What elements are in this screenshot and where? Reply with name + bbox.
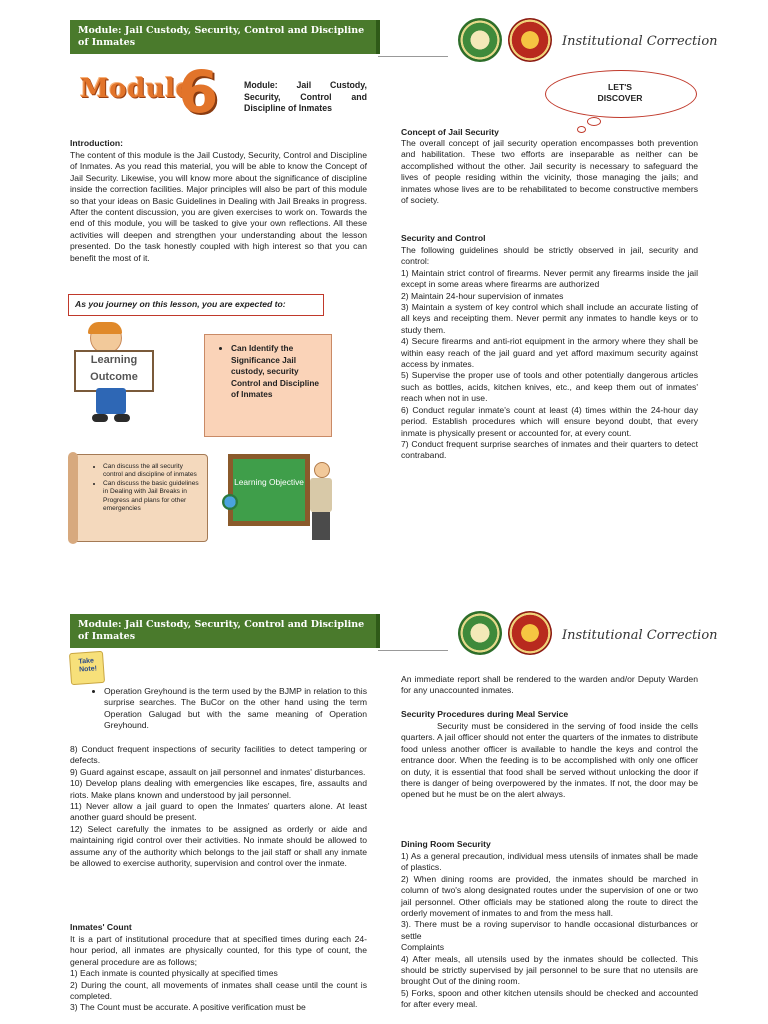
bubble-tail-large xyxy=(587,117,601,126)
teacher-legs-illustration xyxy=(312,512,330,540)
bubble-tail-small xyxy=(577,126,586,133)
page1-red-seal-logo xyxy=(508,18,552,62)
note-bullet: • Operation Greyhound is the term used by the BJMP in relation to this surprise searches. The BuCor on the other hand using the term Operation Galugad but with the same meaning of Operation Greyhound. xyxy=(104,686,367,732)
boy-hair-illustration xyxy=(88,322,122,334)
count-block xyxy=(70,934,367,1014)
outcome-item: • Can Identify the Significance Jail custody, security Control and Discipline of Inmates xyxy=(231,343,323,401)
page2-institution-name: Institutional Correction xyxy=(562,628,718,643)
security-item-4: 4) Secure firearms and anti-riot equipment in the armory where they shall be within easy reach of the jail guard and yet afford maximum security against access by inmates. xyxy=(401,336,698,370)
page1-institution-name: Institutional Correction xyxy=(562,34,718,49)
dining-heading: Dining Room Security xyxy=(401,839,491,849)
page2-green-seal-logo xyxy=(458,611,502,655)
teacher-body-illustration xyxy=(310,478,332,512)
count-text: It is a part of institutional procedure that at specified times during each 24-hour period, all inmates are physically counted, for this type of count, the general procedure are as follows; xyxy=(70,934,367,967)
learning-outcome-sign xyxy=(74,350,154,392)
objective-item-1: • Can discuss the all security control and discipline of inmates xyxy=(103,463,199,480)
security-item-5: 5) Supervise the proper use of tools and other potentially dangerous articles such as bottles, acids, kitchen knives, etc., and keep them out of inmates' reach when not in use. xyxy=(401,370,698,404)
report-text: An immediate report shall be rendered to the warden and/or Deputy Warden for any unaccounted inmates. xyxy=(401,674,698,696)
security-item-11: 11) Never allow a jail guard to open the Inmates' quarters alone. At least another guard should be present. xyxy=(70,801,367,823)
note-bullet-block xyxy=(88,686,367,732)
security-intro: The following guidelines should be strictly observed in jail, security and control: xyxy=(401,245,698,267)
count-heading: Inmates' Count xyxy=(70,922,132,932)
expected-text: As you journey on this lesson, you are expected to: xyxy=(75,299,286,309)
learning-objective-scroll xyxy=(72,454,208,542)
objective-item-2: • Can discuss the basic guidelines in Dealing with Jail Breaks in Progress and plans for other emergencies xyxy=(103,480,199,514)
chalkboard-illustration xyxy=(228,454,310,526)
security-item-9: 9) Guard against escape, assault on jail personnel and inmates' disturbances. xyxy=(70,766,366,777)
security-item-7: 7) Conduct frequent surprise searches of inmates and their quarters to detect contraband. xyxy=(401,438,698,461)
count-item-3: 3) The Count must be accurate. A positive verification must be xyxy=(70,1002,306,1013)
teacher-head-illustration xyxy=(314,462,330,478)
page1-header-title: Module: Jail Custody, Security, Control and Discipline of Inmates xyxy=(78,25,365,48)
meal-text: Security must be considered in the serving of food inside the cells quarters. A jail officer should not enter the quarters of the inmates to distribute food unless another officer is available to handle the keys and control the entrance door. When the feeding is to be accomplished with only one officer on duty, it is essential that food shall be served without unlocking the door if there is danger of being overpowered by the inmates. If not, the door may be opened but he must be on the alert always. xyxy=(401,721,698,800)
security-item-2: 2) Maintain 24-hour supervision of inmates xyxy=(401,290,564,301)
security-item-6: 6) Conduct regular inmate's count at least (4) times within the 24-hour day period. Establish procedures which will ensure beyond doubt, that every inmate is physically present or accounted for, at every count. xyxy=(401,404,698,438)
security-item-8: 8) Conduct frequent inspections of security facilities to detect tampering or defects. xyxy=(70,744,367,766)
concept-text: The overall concept of jail security operation encompasses both prevention and habilitation. These two efforts are inseparable as neither can be accomplished without the other. Jail security is necessary to safeguard the lives of people residing within the vicinity, those managing the jails; and inmates whose lives are to be rehabilitated to become constructive members of society. xyxy=(401,138,698,206)
module-number: 6 xyxy=(178,58,219,126)
security-item-3: 3) Maintain a system of key control which shall include an accurate listing of all keys and receipting them. Never permit any inmates to handle keys or to study them. xyxy=(401,302,698,335)
meal-heading: Security Procedures during Meal Service xyxy=(401,709,569,719)
page2-header-band xyxy=(70,614,376,648)
security-heading: Security and Control xyxy=(401,233,486,243)
security-item-10: 10) Develop plans dealing with emergencies like escapes, fire, assaults and riots. Make plans known and understood by jail personnel. xyxy=(70,778,367,800)
scroll-roll-left xyxy=(68,452,78,544)
page1-green-seal-logo xyxy=(458,18,502,62)
page1-header-band xyxy=(70,20,376,54)
dining-item-5: 5) Forks, spoon and other kitchen utensils should be checked and accounted for after every meal. xyxy=(401,987,698,1010)
globe-icon xyxy=(222,494,238,510)
dining-item-2: 2) When dining rooms are provided, the inmates should be marched in column of two's along designated routes under the supervision of one or two jail personnel. Other officials may be stationed along the route to direct the orderly movement of inmates to and from the mess hall. xyxy=(401,873,698,919)
dining-item-3: 3). There must be a roving supervisor to handle occasional disturbances or settle xyxy=(401,919,698,941)
intro-text: The content of this module is the Jail Custody, Security, Control and Discipline of Inmates. As you read this material, you will be able to know the Concept of Jail Security. Likewise, you will know more about the significance of discipline inside the correction facilities. Major principles will also be part of this module so that your ideas on Basic Guidelines in Dealing with Jail Breaks in progress. After the content discussion, you are given exercises to work on. Towards the end of this module, you will be tasked to give your own reflections. All these activities will deepen and strengthen your understanding about the lesson presented. Do the task honestly coupled with high interest so that you can benefit the most of it. xyxy=(70,150,367,263)
page2-header-rule xyxy=(378,650,448,651)
lets-discover-text: LET'S DISCOVER xyxy=(597,82,643,103)
dining-item-1: 1) As a general precaution, individual mess utensils of inmates shall be made of plastics. xyxy=(401,851,698,873)
dining-list xyxy=(401,851,698,1011)
security-item-1: 1) Maintain strict control of firearms. Never permit any firearms inside the jail except in some areas where firearms are authorized xyxy=(401,267,698,290)
boy-right-shoe xyxy=(114,414,130,422)
learning-outcome-box xyxy=(204,334,332,437)
dining-item-4: 4) After meals, all utensils used by the inmates should be collected. This should be strictly supervised by jail personnel to be sure that no utensils are brought Out of the dining room. xyxy=(401,953,698,987)
page1-header-rule xyxy=(378,56,448,57)
security-item-12: 12) Select carefully the inmates to be assigned as orderly or aide and maintaining rigid control over their activities. No inmate should be allowed to assume any of the authority which belongs to the jail staff or shall any inmate be allowed to exercise authority, supervision and control over the inmate. xyxy=(70,823,367,869)
boy-left-shoe xyxy=(92,414,108,422)
count-item-1: 1) Each inmate is counted physically at specified times xyxy=(70,968,278,979)
count-item-2: 2) During the count, all movements of inmates shall cease until the count is completed. xyxy=(70,979,367,1002)
page2-red-seal-logo xyxy=(508,611,552,655)
security-list xyxy=(401,245,698,462)
page2-header-title: Module: Jail Custody, Security, Control and Discipline of Inmates xyxy=(78,619,365,642)
learning-objective-label: Learning Objective xyxy=(234,477,304,487)
dining-item-3b: Complaints xyxy=(401,942,444,953)
concept-heading: Concept of Jail Security xyxy=(401,127,499,137)
intro-heading: Introduction: xyxy=(70,138,123,148)
take-note-sticker xyxy=(69,651,105,685)
learning-outcome-label: Learning Outcome xyxy=(90,354,138,383)
module-word: Module xyxy=(80,74,193,104)
security-list-continued xyxy=(70,744,367,869)
module-title: Module: Jail Custody, Security, Control and Discipline of Inmates xyxy=(244,80,367,114)
expected-banner xyxy=(68,294,324,316)
boy-body-illustration xyxy=(96,388,126,414)
take-note-label: Take Note! xyxy=(78,657,98,674)
